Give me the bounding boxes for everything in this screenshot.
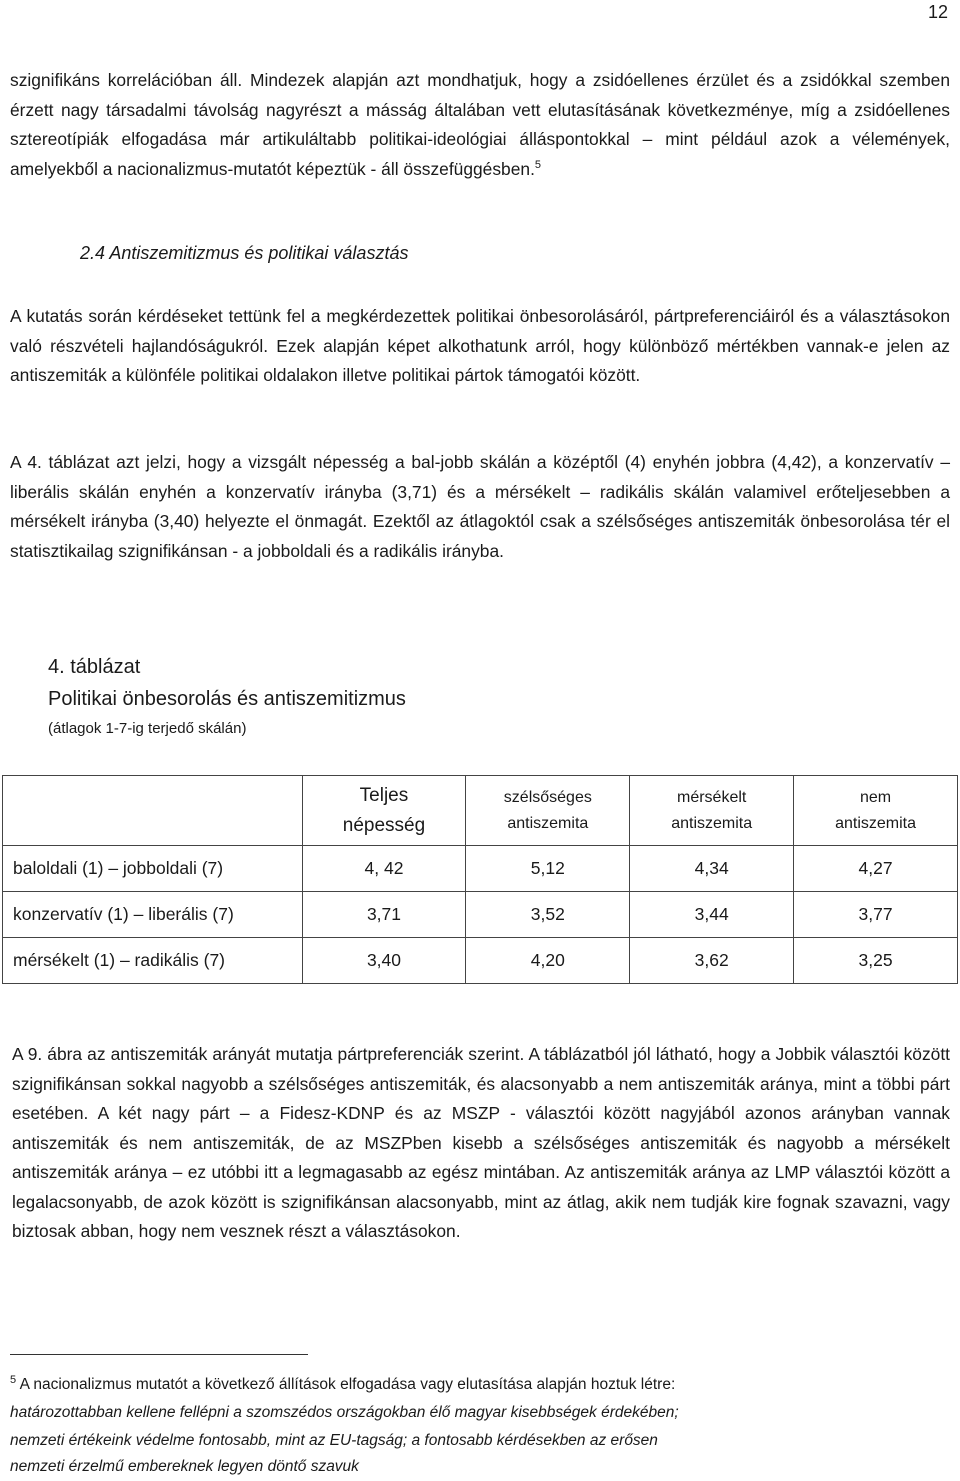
paragraph-party-preference: A 9. ábra az antiszemiták arányát mutatja pártpreferenciák szerint. A táblázatból jól látható, hogy a Jobbik választói között szignifikánsan sokkal nagyobb a szélsőséges antiszemiták, és alacsonyabb a nem antiszemiták aránya, mint a többi párt esetében. A két nagy párt – a Fidesz-KDNP és az MSZP - választói között nagyjából azonos arányban vannak antiszemiták és nem antiszemiták, de az MSZPben kisebb a szélsőséges antiszemiták és nagyobb a mérsékelt antiszemiták aránya – ez utóbbi itt a legmagasabb az egész mintában. Az antiszemiták aránya az LMP választói között a legalacsonyabb, de azok között is szignifikánsan alacsonyabb, mint az átlag, akik nem tudják kire fognak szavazni, vagy biztosak abban, hogy nem vesznek részt a választásokon. [12, 1044, 950, 1241]
table-row [3, 846, 958, 892]
table-subtitle: (átlagok 1-7-ig terjedő skálán) [48, 720, 247, 737]
header-line: antiszemita [507, 814, 589, 832]
table-cell: 4,27 [794, 846, 958, 892]
table-header-empty [3, 776, 303, 846]
header-line: népesség [342, 814, 426, 836]
row-label: baloldali (1) – jobboldali (7) [3, 846, 303, 892]
table-row [3, 892, 958, 938]
paragraph-intro-text: szignifikáns korrelációban áll. Mindezek alapján azt mondhatjuk, hogy a zsidóellenes érzület és a zsidókkal szemben érzett nagy társadalmi távolság nagyrészt a másság általában vett elutasításának következménye, míg a zsidóellenes sztereotípiák elfogadása már artikuláltabb politikai-ideológiai álláspontokkal – mint például azok a vélemények, amelyekből a nacionalizmus-mutatót képeztük - áll összefüggésben. [10, 70, 950, 179]
table-cell: 4, 42 [302, 846, 466, 892]
data-table [2, 775, 958, 984]
header-line: szélsőséges [503, 788, 592, 806]
row-label: konzervatív (1) – liberális (7) [3, 892, 303, 938]
table-header-non [794, 776, 958, 846]
header-line: nem [859, 788, 892, 806]
header-line: mérsékelt [676, 788, 747, 806]
footnote-item: nemzeti érzelmű embereknek legyen döntő szavuk [10, 1458, 359, 1475]
table-title: Politikai önbesorolás és antiszemitizmus [48, 688, 406, 710]
table-cell: 4,20 [466, 938, 630, 984]
table-header-extreme [466, 776, 630, 846]
section-title: 2.4 Antiszemitizmus és politikai választás [80, 243, 409, 263]
table-cell: 3,71 [302, 892, 466, 938]
header-line: antiszemita [835, 814, 916, 832]
header-line: Teljes [359, 784, 409, 806]
table-cell: 5,12 [466, 846, 630, 892]
table-number: 4. táblázat [48, 656, 141, 678]
table-row [3, 938, 958, 984]
footnote-number: 5 [10, 1373, 17, 1386]
header-line: antiszemita [671, 814, 753, 832]
footnote-item: határozottabban kellene fellépni a szomszédos országokban élő magyar kisebbségek érdekében; [10, 1404, 679, 1421]
table-header-row [3, 776, 958, 846]
table-cell: 3,40 [302, 938, 466, 984]
paragraph-intro [10, 66, 950, 184]
paragraph-method: A kutatás során kérdéseket tettünk fel a megkérdezettek politikai önbesorolásáról, pártpreferenciáiról és a választásokon való részvételi hajlandóságukról. Ezek alapján képet alkothatunk arról, hogy különböző mértékben vannak-e jelen az antiszemiták a különféle politikai oldalakon illetve politikai pártok támogatói között. [10, 306, 950, 385]
footnote-item: nemzeti értékeink védelme fontosabb, mint az EU-tagság; a fontosabb kérdésekben az erősen [10, 1432, 658, 1449]
table-cell: 3,62 [630, 938, 794, 984]
table-cell: 3,77 [794, 892, 958, 938]
footnote-text: A nacionalizmus mutatót a következő állítások elfogadása vagy elutasítása alapján hoztuk létre: [19, 1376, 676, 1393]
page-number: 12 [927, 2, 948, 22]
table-cell: 3,25 [794, 938, 958, 984]
table-header-total [302, 776, 466, 846]
paragraph-table-summary: A 4. táblázat azt jelzi, hogy a vizsgált népesség a bal-jobb skálán a középtől (4) enyhén jobbra (4,42), a konzervatív – liberális skálán enyhén a konzervatív irányba (3,71) és a mérsékelt – radikális skálán valamivel erőteljesebben a mérsékelt irányba (3,40) helyezte el önmagát. Ezektől az átlagoktól csak a szélsőséges antiszemiták önbesorolása tér el statisztikailag szignifikánsan - a jobboldali és a radikális irányba. [10, 452, 950, 561]
table-cell: 3,52 [466, 892, 630, 938]
row-label: mérsékelt (1) – radikális (7) [3, 938, 303, 984]
footnote-reference[interactable]: 5 [534, 158, 542, 171]
table-cell: 3,44 [630, 892, 794, 938]
footnote [10, 1370, 930, 1399]
table-cell: 4,34 [630, 846, 794, 892]
footnote-separator [10, 1354, 308, 1355]
table-header-moderate [630, 776, 794, 846]
